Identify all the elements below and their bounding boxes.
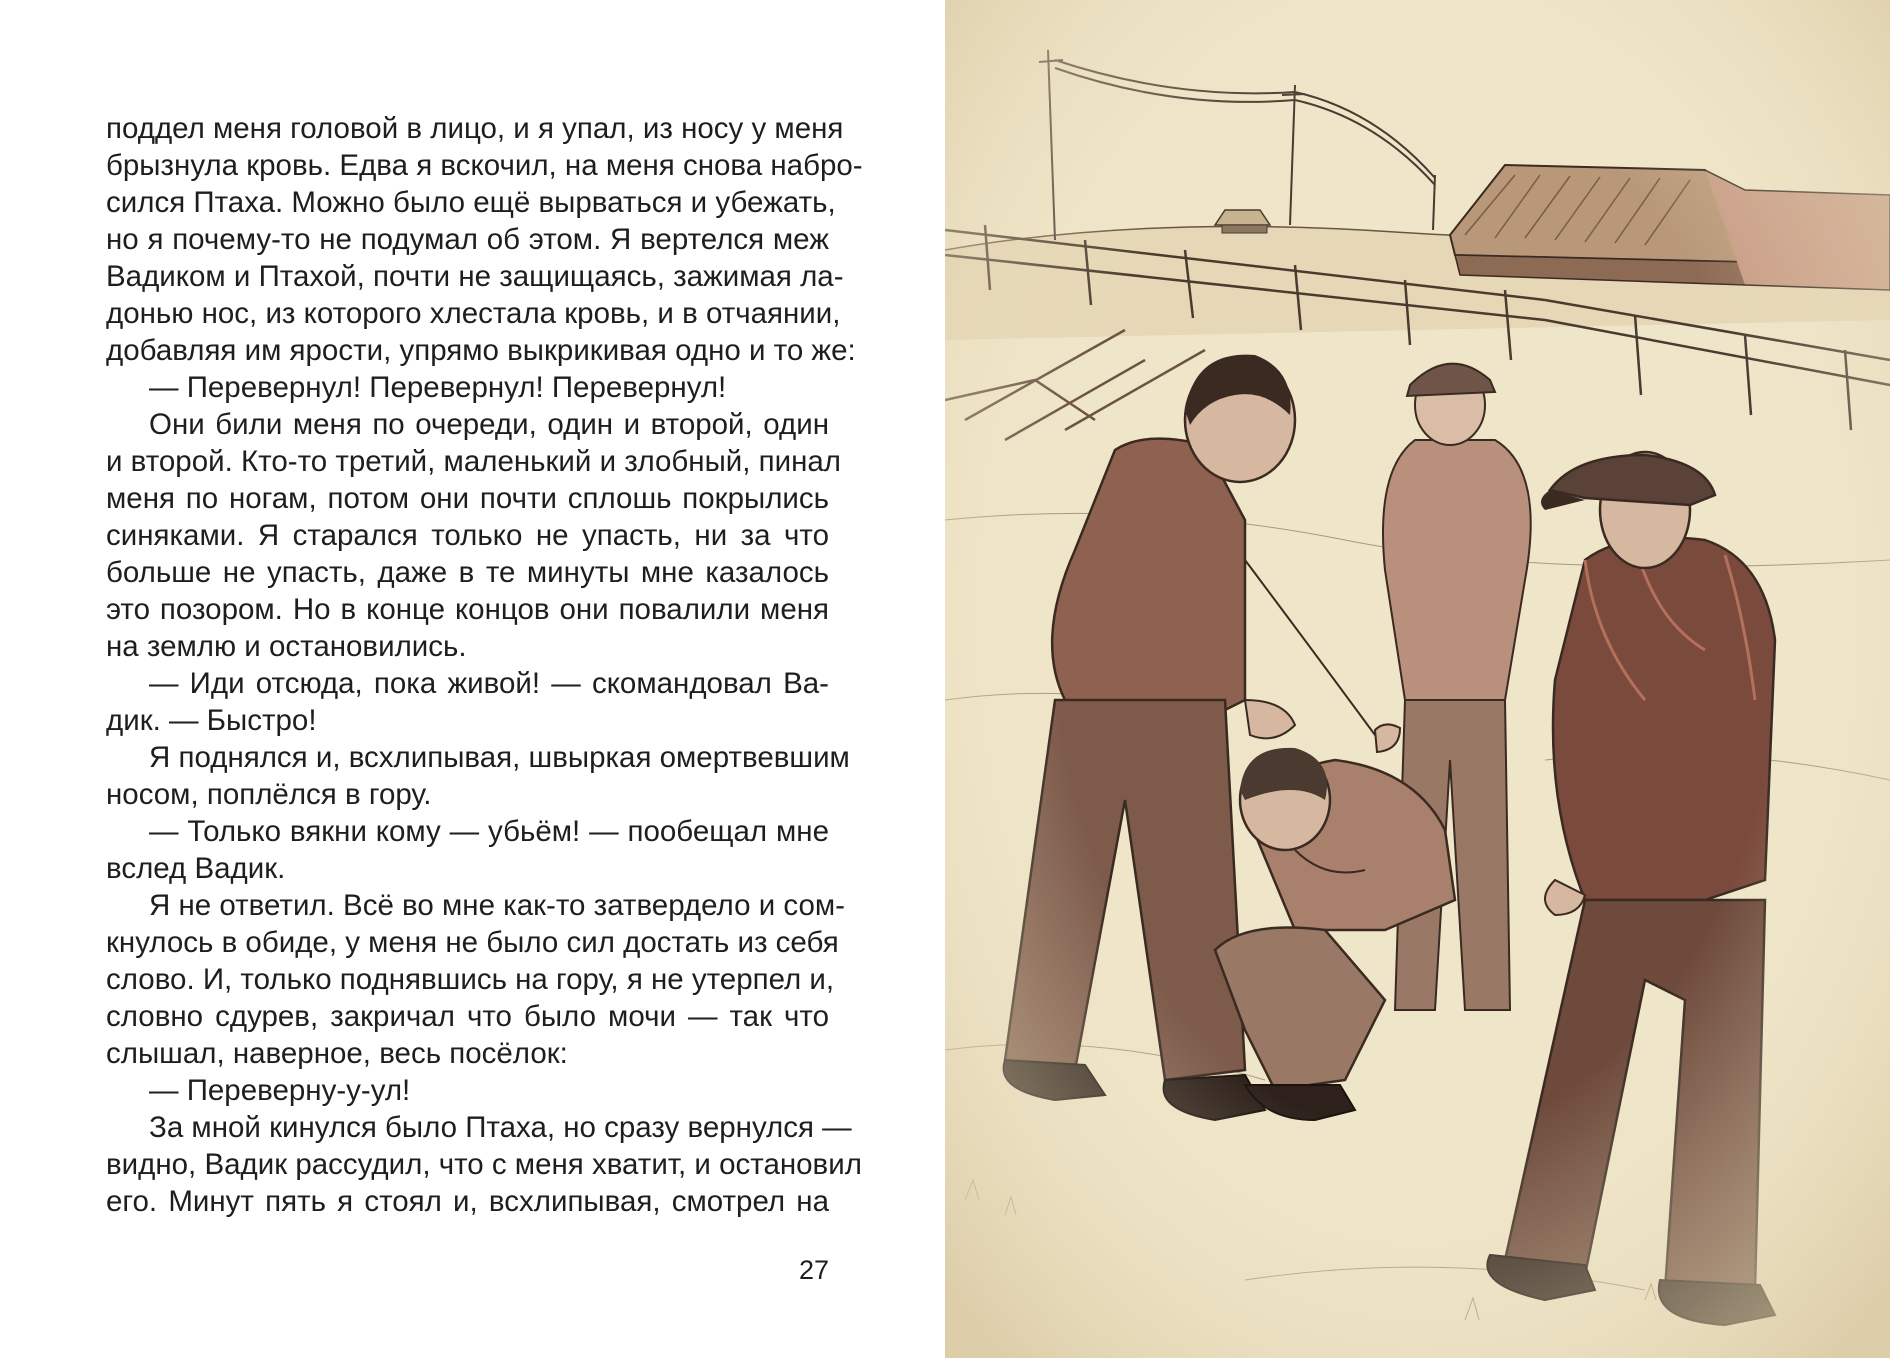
text-line: Я не ответил. Всё во мне как-то затвердело и сом- [149,889,845,922]
text-line: сился Птаха. Можно было ещё вырваться и убежать, [106,186,836,219]
fight-illustration [945,0,1890,1358]
body-text [106,110,863,1220]
text-line: Вадиком и Птахой, почти не защищаясь, зажимая ла- [106,260,844,293]
text-line: слово. И, только поднявшись на гору, я не утерпел и, [106,963,835,996]
text-line: видно, Вадик рассудил, что с меня хватит, и остановил [106,1148,862,1181]
text-line: Они били меня по очереди, один и второй, один [149,408,829,441]
text-line: За мной кинулся было Птаха, но сразу вернулся — [149,1111,852,1144]
text-line: — Перевернул! Перевернул! Перевернул! [149,371,727,404]
text-line: меня по ногам, потом они почти сплошь покрылись [106,482,829,515]
text-line: — Иди отсюда, пока живой! — скомандовал Ва- [149,667,829,700]
text-line: слышал, наверное, весь посёлок: [106,1037,568,1070]
text-line: синяками. Я старался только не упасть, ни за что [106,519,829,552]
text-line: его. Минут пять я стоял и, всхлипывая, смотрел на [106,1185,829,1218]
text-line: добавляя им ярости, упрямо выкрикивая одно и то же: [106,334,856,367]
text-line: — Переверну-у-ул! [149,1074,411,1107]
text-line: словно сдурев, закричал что было мочи — так что [106,1000,829,1033]
text-line: и второй. Кто-то третий, маленький и злобный, пинал [106,445,842,478]
text-line: Я поднялся и, всхлипывая, швыркая омертвевшим [149,741,850,774]
text-line: дик. — Быстро! [106,704,317,737]
text-line: кнулось в обиде, у меня не было сил достать из себя [106,926,839,959]
text-line: носом, поплёлся в гору. [106,778,432,811]
illustration-page [945,0,1890,1358]
text-line: но я почему-то не подумал об этом. Я вертелся меж [106,223,829,256]
text-line: на землю и остановились. [106,630,467,663]
vignette [945,0,1890,1358]
text-line: это позором. Но в конце концов они повалили меня [106,593,829,626]
text-line: — Только вякни кому — убьём! — пообещал мне [149,815,829,848]
text-line: брызнула кровь. Едва я вскочил, на меня снова набро- [106,149,863,182]
text-line: вслед Вадик. [106,852,286,885]
text-line: больше не упасть, даже в те минуты мне казалось [106,556,829,589]
page-number: 27 [798,1255,829,1285]
text-line: поддел меня головой в лицо, и я упал, из носу у меня [106,112,844,145]
text-line: донью нос, из которого хлестала кровь, и в отчаянии, [106,297,841,330]
